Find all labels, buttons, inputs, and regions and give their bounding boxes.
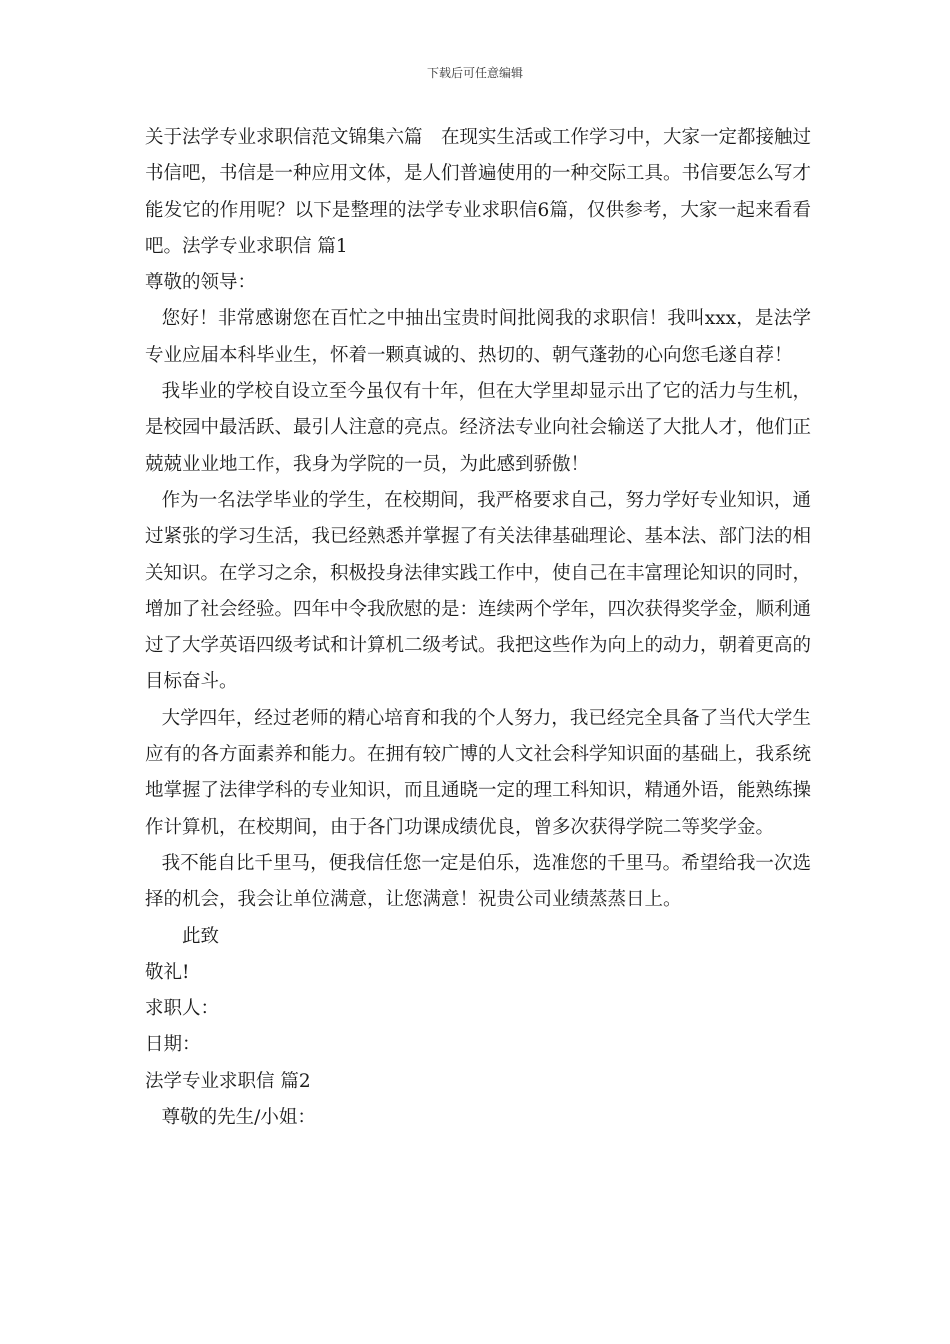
body-paragraph: 您好！非常感谢您在百忙之中抽出宝贵时间批阅我的求职信！我叫xxx，是法学专业应届本科毕业生，怀着一颗真诚的、热切的、朝气蓬勃的心向您毛遂自荐！	[145, 308, 811, 366]
body-paragraph: 大学四年，经过老师的精心培育和我的个人努力，我已经完全具备了当代大学生应有的各方面素养和能力。在拥有较广博的人文社会科学知识面的基础上，我系统地掌握了法律学科的专业知识，而且通晓一定的理工科知识，精通外语，能熟练操作计算机，在校期间，由于各门功课成绩优良，曾多次获得学院二等奖学金。	[145, 707, 812, 838]
header-watermark: 下载后可任意编辑	[426, 66, 523, 80]
closing: 此致	[182, 925, 220, 947]
body-paragraph: 作为一名法学毕业的学生，在校期间，我严格要求自己，努力学好专业知识，通过紧张的学习生活，我已经熟悉并掌握了有关法律基础理论、基本法、部门法的相关知识。在学习之余，积极投身法律实践工作中，使自己在丰富理论知识的同时，增加了社会经验。四年中令我欣慰的是：连续两个学年，四次获得奖学金，顺利通过了大学英语四级考试和计算机二级考试。我把这些作为向上的动力，朝着更高的目标奋斗。	[145, 489, 812, 693]
body-paragraph: 我毕业的学校自设立至今虽仅有十年，但在大学里却显示出了它的活力与生机，是校园中最活跃、最引人注意的亮点。经济法专业向社会输送了大批人才，他们正兢兢业业地工作，我身为学院的一员，为此感到骄傲！	[145, 381, 812, 475]
salutation: 尊敬的领导：	[145, 272, 257, 294]
body-paragraph: 我不能自比千里马，便我信任您一定是伯乐，选准您的千里马。希望给我一次选择的机会，我会让单位满意，让您满意！祝贵公司业绩蒸蒸日上。	[145, 852, 811, 911]
document-body	[145, 120, 811, 1136]
intro-paragraph: 关于法学专业求职信范文锦集六篇 在现实生活或工作学习中，大家一定都接触过书信吧，书信是一种应用文体，是人们普遍使用的一种交际工具。书信要怎么写才能发它的作用呢？以下是整理的法学专业求职信6篇，仅供参考，大家一起来看看吧。法学专业求职信 篇1	[145, 127, 812, 257]
date-label: 日期：	[145, 1034, 201, 1056]
regards: 敬礼!	[145, 961, 190, 983]
section-title: 法学专业求职信 篇2	[145, 1070, 311, 1092]
salutation-2: 尊敬的先生/小姐：	[161, 1107, 316, 1129]
applicant-label: 求职人：	[145, 998, 220, 1020]
